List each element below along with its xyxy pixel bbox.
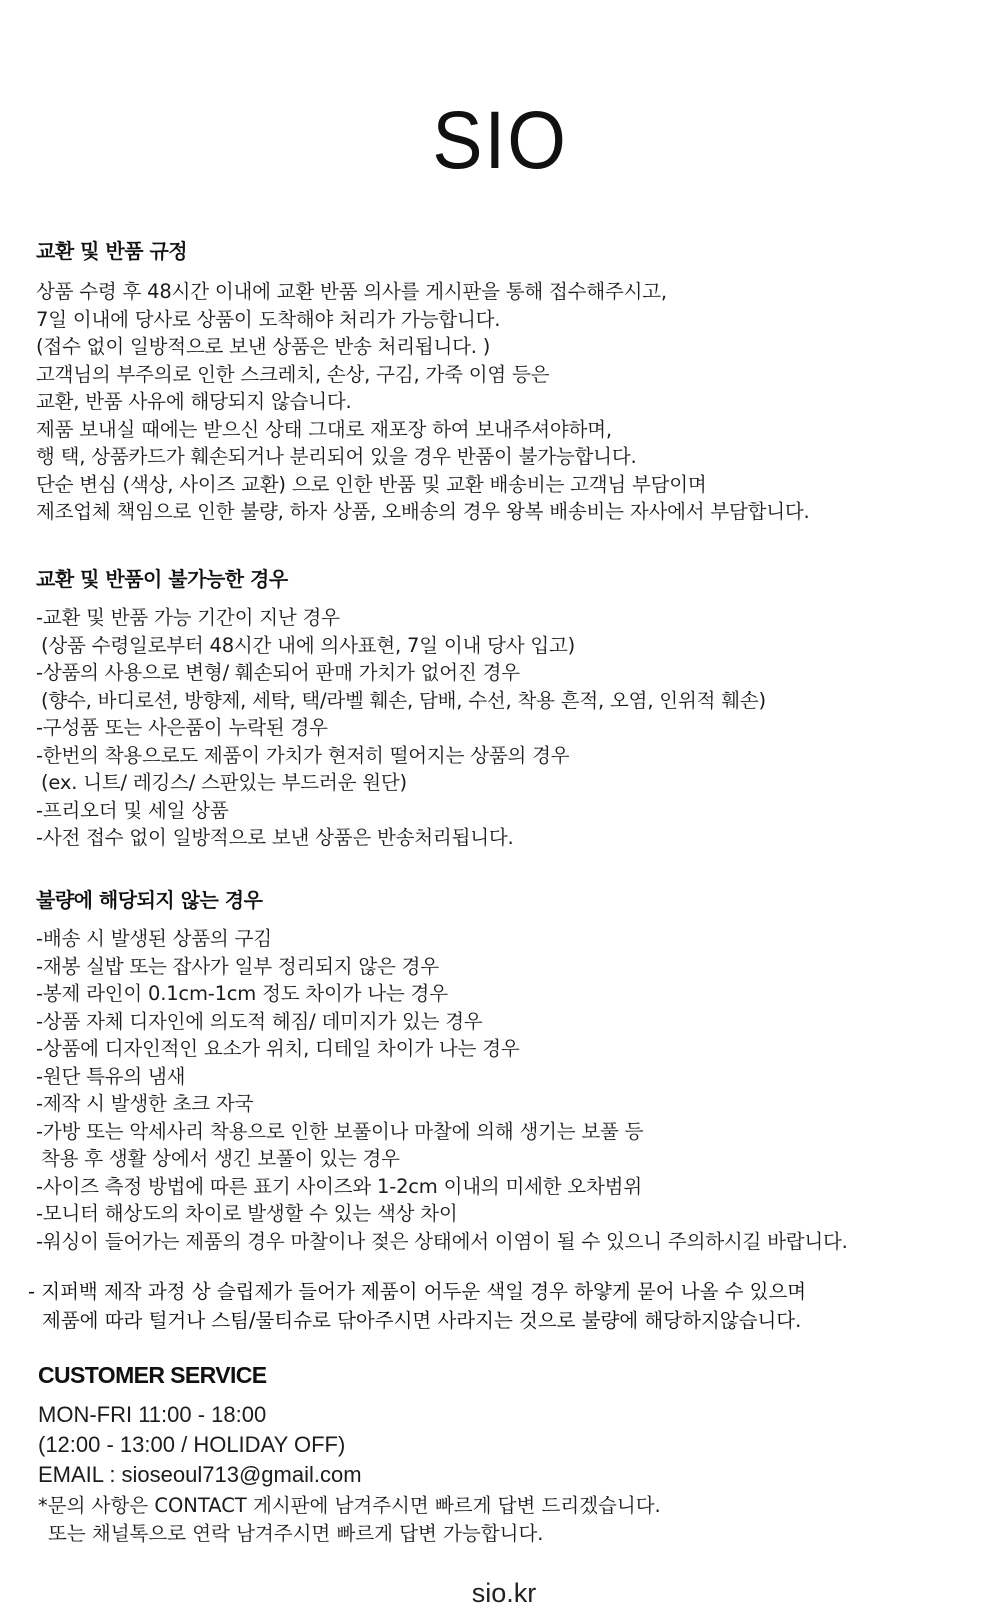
not-defect-list bbox=[36, 925, 848, 1255]
list-item: -한번의 착용으로도 제품이 가치가 현저히 떨어지는 상품의 경우 bbox=[36, 743, 570, 767]
list-item: -원단 특유의 냄새 bbox=[36, 1064, 186, 1088]
list-item: -워싱이 들어가는 제품의 경우 마찰이나 젖은 상태에서 이염이 될 수 있으니 주의하시길 바랍니다. bbox=[36, 1229, 848, 1253]
policy-line: 제품 보내실 때에는 받으신 상태 그대로 재포장 하여 보내주셔야하며, bbox=[36, 417, 612, 441]
list-item: -재봉 실밥 또는 잡사가 일부 정리되지 않은 경우 bbox=[36, 954, 439, 978]
policy-line: 7일 이내에 당사로 상품이 도착해야 처리가 가능합니다. bbox=[36, 307, 501, 331]
inquiry-note: *문의 사항은 CONTACT 게시판에 남겨주시면 빠르게 답변 드리겠습니다. bbox=[38, 1494, 661, 1517]
inquiry-note: 또는 채널톡으로 연락 남겨주시면 빠르게 답변 가능합니다. bbox=[48, 1522, 544, 1545]
policy-line: (접수 없이 일방적으로 보낸 상품은 반송 처리됩니다. ) bbox=[36, 335, 491, 358]
break-time: (12:00 - 13:00 / HOLIDAY OFF) bbox=[38, 1432, 346, 1457]
policy-line: 상품 수령 후 48시간 이내에 교환 반품 의사를 게시판을 통해 접수해주시고, bbox=[36, 280, 667, 303]
exchange-return-policy-section bbox=[36, 238, 810, 526]
list-item: -프리오더 및 세일 상품 bbox=[36, 798, 229, 822]
not-defect-cases-section bbox=[36, 887, 848, 1255]
business-hours: MON-FRI 11:00 - 18:00 bbox=[38, 1402, 267, 1427]
section-title: 교환 및 반품 규정 bbox=[36, 239, 188, 263]
list-item: -봉제 라인이 0.1cm-1cm 정도 차이가 나는 경우 bbox=[36, 982, 448, 1005]
policy-line: 단순 변심 (색상, 사이즈 교환) 으로 인한 반품 및 교환 배송비는 고객님 부담이며 bbox=[36, 472, 707, 496]
policy-text bbox=[36, 278, 810, 526]
policy-line: 고객님의 부주의로 인한 스크레치, 손상, 구김, 가죽 이염 등은 bbox=[36, 362, 550, 386]
note-line: 제품에 따라 털거나 스팀/물티슈로 닦아주시면 사라지는 것으로 불량에 해당하지않습니다. bbox=[42, 1309, 802, 1332]
policy-line: 교환, 반품 사유에 해당되지 않습니다. bbox=[36, 390, 352, 413]
list-item: -상품 자체 디자인에 의도적 헤짐/ 데미지가 있는 경우 bbox=[36, 1009, 483, 1033]
list-item: -가방 또는 악세사리 착용으로 인한 보풀이나 마찰에 의해 생기는 보풀 등 bbox=[36, 1119, 644, 1143]
contact-email: EMAIL : sioseoul713@gmail.com bbox=[38, 1462, 362, 1487]
policy-line: 제조업체 책임으로 인한 불량, 하자 상품, 오배송의 경우 왕복 배송비는 자사에서 부담합니다. bbox=[36, 500, 810, 523]
list-item-detail: (ex. 니트/ 레깅스/ 스판있는 부드러운 원단) bbox=[41, 771, 407, 794]
non-returnable-list bbox=[36, 604, 766, 852]
list-item: -배송 시 발생된 상품의 구김 bbox=[36, 927, 272, 950]
list-item: -상품에 디자인적인 요소가 위치, 디테일 차이가 나는 경우 bbox=[36, 1037, 520, 1060]
customer-service-title: CUSTOMER SERVICE bbox=[38, 1362, 267, 1388]
list-item: -사이즈 측정 방법에 따른 표기 사이즈와 1-2cm 이내의 미세한 오차범위 bbox=[36, 1174, 642, 1198]
list-item: -상품의 사용으로 변형/ 훼손되어 판매 가치가 없어진 경우 bbox=[36, 661, 520, 684]
list-item: -교환 및 반품 가능 기간이 지난 경우 bbox=[36, 606, 340, 629]
customer-service-section bbox=[38, 1360, 661, 1548]
list-item: -모니터 해상도의 차이로 발생할 수 있는 색상 차이 bbox=[36, 1202, 458, 1225]
list-item-detail: (상품 수령일로부터 48시간 내에 의사표현, 7일 이내 당사 입고) bbox=[41, 633, 576, 657]
list-item-detail: 착용 후 생활 상에서 생긴 보풀이 있는 경우 bbox=[41, 1147, 400, 1170]
section-title: 불량에 해당되지 않는 경우 bbox=[36, 888, 263, 912]
list-item: -제작 시 발생한 초크 자국 bbox=[36, 1092, 254, 1115]
non-returnable-cases-section bbox=[36, 566, 766, 852]
list-item: -구성품 또는 사은품이 누락된 경우 bbox=[36, 716, 328, 739]
list-item-detail: (향수, 바디로션, 방향제, 세탁, 택/라벨 훼손, 담배, 수선, 착용 흔적, 오염, 인위적 훼손) bbox=[41, 688, 766, 712]
footer-site-url: sio.kr bbox=[471, 1578, 537, 1608]
zipper-bag-note bbox=[28, 1277, 806, 1335]
note-line: - 지퍼백 제작 과정 상 슬립제가 들어가 제품이 어두운 색일 경우 하얗게 묻어 나올 수 있으며 bbox=[28, 1280, 807, 1303]
policy-line: 행 택, 상품카드가 훼손되거나 분리되어 있을 경우 반품이 불가능합니다. bbox=[36, 445, 637, 468]
section-title: 교환 및 반품이 불가능한 경우 bbox=[36, 567, 288, 591]
brand-logo: SIO bbox=[432, 95, 568, 186]
list-item: -사전 접수 없이 일방적으로 보낸 상품은 반송처리됩니다. bbox=[36, 826, 514, 849]
